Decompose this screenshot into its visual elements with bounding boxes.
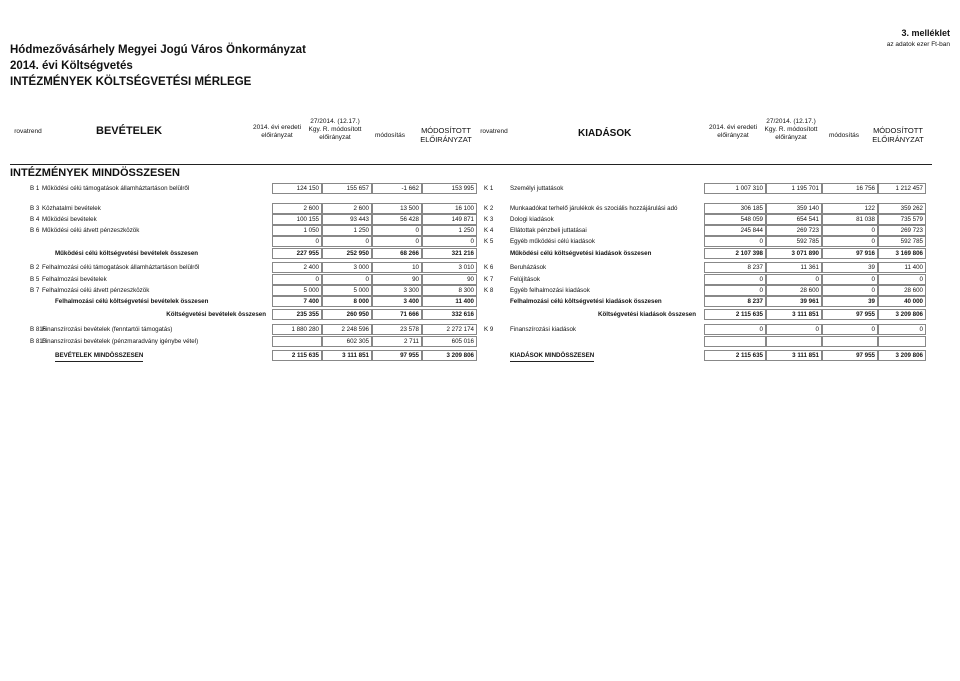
cell-border <box>766 274 822 285</box>
col-change: módosítás <box>375 132 405 139</box>
cell-n1: 100 155 <box>296 216 319 223</box>
cell-m2: 11 361 <box>800 264 819 271</box>
cell-n2: 0 <box>365 276 369 283</box>
cell-border <box>272 214 322 225</box>
cell-rk: K 6 <box>484 264 494 271</box>
col-modified-right: 27/2014. (12.17.) Kgy. R. módosított előirányzat <box>764 118 818 141</box>
cell-border <box>822 236 878 247</box>
cell-border <box>766 285 822 296</box>
cell-lt: Működési célú átvett pénzeszközök <box>42 227 140 234</box>
cell-border <box>422 225 477 236</box>
cell-border <box>272 183 322 194</box>
cell-n4: 149 871 <box>451 216 474 223</box>
cell-m2: 28 600 <box>800 287 819 294</box>
cell-border <box>372 274 422 285</box>
cell-rt: Finanszírozási kiadások <box>510 326 577 333</box>
cell-border <box>422 309 477 320</box>
cell-n1: 0 <box>315 276 319 283</box>
cell-border <box>878 248 926 259</box>
cell-m1: 245 844 <box>740 227 763 234</box>
cell-n3: 56 428 <box>400 216 419 223</box>
cell-border <box>422 183 477 194</box>
cell-rt: Felhalmozási célú költségvetési kiadások összesen <box>510 298 662 305</box>
cell-m1: 0 <box>759 238 763 245</box>
cell-border <box>822 324 878 335</box>
cell-m4: 3 209 806 <box>895 352 923 359</box>
cell-border <box>822 203 878 214</box>
cell-lc: B 813 <box>30 338 47 345</box>
cell-m4: 3 209 806 <box>895 311 923 318</box>
cell-n1: 2 600 <box>303 205 319 212</box>
col-original-right: 2014. évi eredeti előirányzat <box>708 124 758 139</box>
cell-n4: 3 010 <box>458 264 474 271</box>
unit-note: az adatok ezer Ft-ban <box>886 41 950 48</box>
cell-border <box>822 214 878 225</box>
cell-m4: 359 262 <box>900 205 923 212</box>
cell-m3: 0 <box>871 326 875 333</box>
cell-border <box>822 296 878 307</box>
cell-border <box>766 225 822 236</box>
table-row <box>0 203 960 214</box>
cell-lt: Felhalmozási célú támogatások államháztartáson belülről <box>42 264 200 271</box>
cell-n4: 332 616 <box>451 311 474 318</box>
cell-border <box>878 203 926 214</box>
cell-border <box>422 262 477 273</box>
cell-border <box>822 336 878 347</box>
cell-m2: 3 111 851 <box>792 311 819 318</box>
cell-border <box>272 262 322 273</box>
cell-border <box>422 296 477 307</box>
cell-border <box>322 214 372 225</box>
cell-n2: 260 950 <box>346 311 369 318</box>
cell-m3: 122 <box>864 205 875 212</box>
cell-border <box>422 248 477 259</box>
cell-border <box>878 309 926 320</box>
col-bevetel: BEVÉTELEK <box>96 125 163 137</box>
cell-border <box>372 350 422 361</box>
cell-n2: 3 111 851 <box>342 352 369 359</box>
col-modified-plan: MÓDOSÍTOTT ELŐIRÁNYZAT <box>420 126 472 144</box>
cell-border <box>422 336 477 347</box>
cell-rt: Munkaadókat terhelő járulékok és szociális hozzájárulási adó <box>510 205 678 212</box>
section-divider <box>10 164 932 165</box>
cell-n3: 23 578 <box>400 326 419 333</box>
cell-m2: 1 195 701 <box>791 185 819 192</box>
table-row <box>0 248 960 259</box>
cell-lt: Felhalmozási célú átvett pénzeszközök <box>42 287 150 294</box>
cell-border <box>822 262 878 273</box>
cell-rt: Felújítások <box>510 276 540 283</box>
cell-m4: 0 <box>919 276 923 283</box>
cell-n4: 2 272 174 <box>446 326 474 333</box>
cell-border <box>322 285 372 296</box>
cell-n2: 8 000 <box>353 298 369 305</box>
cell-lt: BEVÉTELEK MINDÖSSZESEN <box>55 350 143 362</box>
cell-border <box>704 350 766 361</box>
cell-m3: 16 756 <box>856 185 875 192</box>
cell-border <box>766 336 822 347</box>
table-row <box>0 336 960 347</box>
cell-border <box>422 236 477 247</box>
cell-border <box>372 336 422 347</box>
cell-lt: Működési célú költségvetési bevételek összesen <box>55 250 199 257</box>
cell-m4: 40 000 <box>904 298 923 305</box>
cell-border <box>704 225 766 236</box>
cell-n4: 16 100 <box>455 205 474 212</box>
cell-n3: 10 <box>412 264 419 271</box>
table-row <box>0 296 960 307</box>
cell-n2: 93 443 <box>350 216 369 223</box>
cell-m4: 735 579 <box>900 216 923 223</box>
cell-n4: 90 <box>467 276 474 283</box>
table-row <box>0 324 960 335</box>
cell-border <box>322 324 372 335</box>
cell-m3: 0 <box>871 287 875 294</box>
cell-m4: 1 212 457 <box>895 185 923 192</box>
cell-m4: 11 400 <box>904 264 923 271</box>
cell-m2: 654 541 <box>796 216 819 223</box>
cell-m1: 2 107 398 <box>735 250 763 257</box>
cell-n4: 153 995 <box>451 185 474 192</box>
cell-n1: 1 050 <box>303 227 319 234</box>
cell-lt: Működési célú támogatások államháztartáson belülről <box>42 185 190 192</box>
cell-rk: K 7 <box>484 276 494 283</box>
cell-border <box>704 285 766 296</box>
cell-border <box>704 262 766 273</box>
cell-m4: 0 <box>919 326 923 333</box>
cell-border <box>704 183 766 194</box>
cell-border <box>322 274 372 285</box>
col-rovatrend-right: rovatrend <box>480 128 508 135</box>
table-row <box>0 350 960 361</box>
cell-n1: 235 355 <box>296 311 319 318</box>
cell-border <box>878 214 926 225</box>
cell-border <box>422 285 477 296</box>
cell-border <box>272 225 322 236</box>
col-kiadas: KIADÁSOK <box>578 128 632 139</box>
cell-lc: B 3 <box>30 205 40 212</box>
cell-m2: 359 140 <box>796 205 819 212</box>
cell-lc: B 7 <box>30 287 40 294</box>
cell-n3: 71 666 <box>400 311 419 318</box>
cell-border <box>766 296 822 307</box>
cell-m1: 548 059 <box>740 216 763 223</box>
cell-border <box>272 296 322 307</box>
col-modified-plan-right: MÓDOSÍTOTT ELŐIRÁNYZAT <box>872 126 924 144</box>
cell-n1: 2 115 635 <box>291 352 319 359</box>
cell-n2: 0 <box>365 238 369 245</box>
cell-lt: Közhatalmi bevételek <box>42 205 101 212</box>
org-title: Hódmezővásárhely Megyei Jogú Város Önkormányzat <box>10 44 306 56</box>
cell-m2: 39 961 <box>800 298 819 305</box>
cell-border <box>372 225 422 236</box>
cell-border <box>322 350 372 361</box>
cell-n4: 0 <box>470 238 474 245</box>
cell-border <box>878 324 926 335</box>
cell-border <box>704 309 766 320</box>
cell-border <box>322 203 372 214</box>
cell-border <box>422 324 477 335</box>
cell-n3: 3 400 <box>403 298 419 305</box>
cell-m1: 8 237 <box>747 264 763 271</box>
cell-lc: B 4 <box>30 216 40 223</box>
cell-rk: K 2 <box>484 205 494 212</box>
cell-border <box>272 203 322 214</box>
cell-border <box>878 225 926 236</box>
cell-border <box>878 285 926 296</box>
cell-n3: 68 266 <box>400 250 419 257</box>
table-row <box>0 309 960 320</box>
cell-border <box>372 262 422 273</box>
col-original: 2014. évi eredeti előirányzat <box>252 124 302 139</box>
cell-m3: 0 <box>871 238 875 245</box>
cell-border <box>766 203 822 214</box>
cell-border <box>372 214 422 225</box>
cell-rt: Dologi kiadások <box>510 216 554 223</box>
cell-border <box>372 248 422 259</box>
cell-border <box>422 274 477 285</box>
document-subtitle: INTÉZMÉNYEK KÖLTSÉGVETÉSI MÉRLEGE <box>10 76 252 88</box>
cell-m3: 0 <box>871 276 875 283</box>
cell-n3: 0 <box>415 227 419 234</box>
cell-border <box>322 262 372 273</box>
cell-border <box>272 236 322 247</box>
cell-n4: 605 016 <box>451 338 474 345</box>
cell-border <box>272 336 322 347</box>
cell-lt: Finanszírozási bevételek (pénzmaradvány igénybe vétel) <box>42 338 199 345</box>
cell-rt: Egyéb működési célú kiadások <box>510 238 595 245</box>
cell-border <box>822 285 878 296</box>
cell-border <box>322 183 372 194</box>
col-rovatrend-left: rovatrend <box>14 128 42 135</box>
cell-m2: 0 <box>815 326 819 333</box>
cell-border <box>766 309 822 320</box>
cell-n1: 5 000 <box>303 287 319 294</box>
cell-n3: 0 <box>415 238 419 245</box>
cell-border <box>372 203 422 214</box>
cell-border <box>372 324 422 335</box>
table-row <box>0 236 960 247</box>
cell-m1: 0 <box>759 287 763 294</box>
cell-border <box>822 309 878 320</box>
cell-border <box>878 183 926 194</box>
cell-m2: 592 785 <box>796 238 819 245</box>
cell-m3: 97 955 <box>856 352 875 359</box>
cell-rk: K 4 <box>484 227 494 234</box>
cell-m1: 1 007 310 <box>735 185 763 192</box>
cell-m4: 269 723 <box>900 227 923 234</box>
cell-lc: B 5 <box>30 276 40 283</box>
cell-border <box>272 324 322 335</box>
cell-n4: 1 250 <box>458 227 474 234</box>
cell-border <box>704 296 766 307</box>
cell-border <box>372 183 422 194</box>
cell-lt: Működési bevételek <box>42 216 97 223</box>
cell-border <box>822 248 878 259</box>
cell-border <box>766 350 822 361</box>
cell-m1: 0 <box>759 276 763 283</box>
cell-rt: Költségvetési kiadások összesen <box>597 311 696 318</box>
cell-border <box>766 214 822 225</box>
cell-border <box>822 274 878 285</box>
cell-n3: 97 955 <box>400 352 419 359</box>
cell-n2: 5 000 <box>353 287 369 294</box>
cell-n3: 2 711 <box>403 338 419 345</box>
cell-border <box>422 350 477 361</box>
table-row <box>0 214 960 225</box>
cell-m1: 2 115 635 <box>735 352 763 359</box>
cell-n1: 227 955 <box>296 250 319 257</box>
cell-border <box>422 203 477 214</box>
cell-m2: 269 723 <box>796 227 819 234</box>
col-change-right: módosítás <box>829 132 859 139</box>
cell-n3: -1 662 <box>401 185 419 192</box>
cell-border <box>704 214 766 225</box>
cell-border <box>704 336 766 347</box>
cell-rt: Működési célú költségvetési kiadások összesen <box>510 250 652 257</box>
cell-m3: 97 916 <box>856 250 875 257</box>
cell-m4: 3 169 806 <box>895 250 923 257</box>
col-modified: 27/2014. (12.17.) Kgy. R. módosított előirányzat <box>308 118 362 141</box>
cell-border <box>878 236 926 247</box>
cell-m3: 0 <box>871 227 875 234</box>
cell-border <box>766 248 822 259</box>
cell-lc: B 816 <box>30 326 47 333</box>
cell-n1: 124 150 <box>296 185 319 192</box>
cell-n2: 252 950 <box>346 250 369 257</box>
cell-border <box>372 236 422 247</box>
cell-rt: Beruházások <box>510 264 547 271</box>
cell-n2: 2 248 596 <box>341 326 369 333</box>
cell-n4: 8 300 <box>458 287 474 294</box>
cell-border <box>878 296 926 307</box>
cell-n4: 321 216 <box>451 250 474 257</box>
cell-lt: Felhalmozási bevételek <box>42 276 107 283</box>
cell-n2: 1 250 <box>353 227 369 234</box>
cell-border <box>322 225 372 236</box>
cell-border <box>322 309 372 320</box>
cell-lt: Költségvetési bevételek összesen <box>166 311 266 318</box>
cell-n4: 3 209 806 <box>446 352 474 359</box>
cell-m3: 97 955 <box>856 311 875 318</box>
cell-rt: Ellátottak pénzbeli juttatásai <box>510 227 587 234</box>
table-row <box>0 225 960 236</box>
cell-lc: B 1 <box>30 185 40 192</box>
cell-border <box>372 296 422 307</box>
cell-m4: 28 600 <box>904 287 923 294</box>
cell-border <box>822 350 878 361</box>
cell-border <box>372 285 422 296</box>
cell-n4: 11 400 <box>455 298 474 305</box>
cell-n1: 2 400 <box>303 264 319 271</box>
cell-rk: K 5 <box>484 238 494 245</box>
cell-border <box>272 248 322 259</box>
cell-rt: Egyéb felhalmozási kiadások <box>510 287 590 294</box>
cell-border <box>822 225 878 236</box>
cell-border <box>704 248 766 259</box>
cell-n2: 2 600 <box>353 205 369 212</box>
cell-rk: K 9 <box>484 326 494 333</box>
cell-rk: K 1 <box>484 185 494 192</box>
cell-border <box>704 324 766 335</box>
cell-border <box>322 336 372 347</box>
cell-lt: Finanszírozási bevételek (fenntartói támogatás) <box>42 326 173 333</box>
cell-n1: 7 400 <box>303 298 319 305</box>
cell-n3: 13 500 <box>400 205 419 212</box>
table-row <box>0 274 960 285</box>
year-title: 2014. évi Költségvetés <box>10 60 133 72</box>
cell-lt: Felhalmozási célú költségvetési bevételek összesen <box>55 298 209 305</box>
cell-m2: 0 <box>815 276 819 283</box>
table-row <box>0 285 960 296</box>
cell-m1: 0 <box>759 326 763 333</box>
cell-border <box>878 274 926 285</box>
cell-m3: 39 <box>868 264 875 271</box>
cell-rk: K 8 <box>484 287 494 294</box>
cell-border <box>766 324 822 335</box>
cell-n2: 155 657 <box>346 185 369 192</box>
cell-rt: KIADÁSOK MINDÖSSZESEN <box>510 350 594 362</box>
cell-border <box>878 336 926 347</box>
cell-m1: 8 237 <box>747 298 763 305</box>
cell-border <box>766 236 822 247</box>
cell-m1: 306 185 <box>740 205 763 212</box>
cell-m4: 592 785 <box>900 238 923 245</box>
cell-m3: 81 038 <box>856 216 875 223</box>
cell-m2: 3 111 851 <box>792 352 819 359</box>
cell-border <box>422 214 477 225</box>
cell-n1: 0 <box>315 238 319 245</box>
cell-border <box>322 296 372 307</box>
cell-rk: K 3 <box>484 216 494 223</box>
cell-border <box>878 350 926 361</box>
cell-border <box>704 236 766 247</box>
cell-lc: B 2 <box>30 264 40 271</box>
cell-border <box>704 203 766 214</box>
cell-m2: 3 071 890 <box>791 250 819 257</box>
cell-border <box>822 183 878 194</box>
cell-m1: 2 115 635 <box>735 311 763 318</box>
cell-border <box>272 309 322 320</box>
cell-n2: 3 000 <box>353 264 369 271</box>
cell-n2: 602 305 <box>346 338 369 345</box>
cell-lc: B 6 <box>30 227 40 234</box>
cell-m3: 39 <box>868 298 875 305</box>
cell-border <box>372 309 422 320</box>
cell-border <box>704 274 766 285</box>
cell-n3: 3 300 <box>403 287 419 294</box>
table-row <box>0 183 960 194</box>
cell-border <box>322 248 372 259</box>
cell-border <box>272 274 322 285</box>
cell-border <box>272 285 322 296</box>
section-title: INTÉZMÉNYEK MINDÖSSZESEN <box>10 167 180 179</box>
cell-border <box>766 262 822 273</box>
table-row <box>0 262 960 273</box>
cell-n3: 90 <box>412 276 419 283</box>
cell-border <box>272 350 322 361</box>
cell-border <box>322 236 372 247</box>
cell-n1: 1 880 280 <box>291 326 319 333</box>
cell-rt: Személyi juttatások <box>510 185 564 192</box>
cell-border <box>766 183 822 194</box>
cell-border <box>878 262 926 273</box>
annex-label: 3. melléklet <box>901 28 950 38</box>
